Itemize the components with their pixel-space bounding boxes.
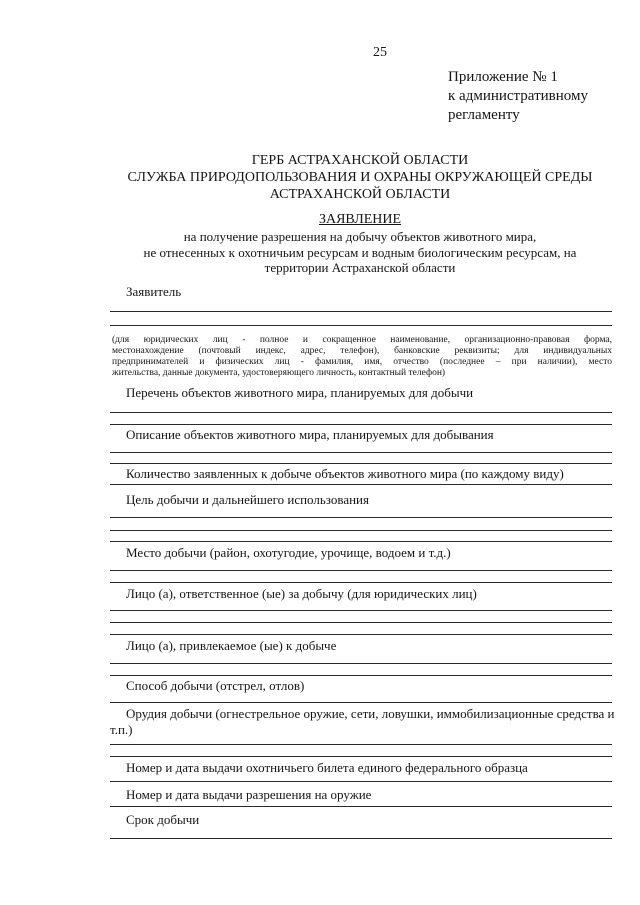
involved-person-line-1[interactable] [110, 663, 612, 664]
involved-person-label: Лицо (а), привлекаемое (ые) к добыче [126, 638, 337, 653]
purpose-line-3[interactable] [110, 541, 612, 542]
heading-line-2: СЛУЖБА ПРИРОДОПОЛЬЗОВАНИЯ И ОХРАНЫ ОКРУЖАЮЩЕЙ СРЕДЫ [127, 170, 593, 185]
applicant-note-line-2: местонахождение (почтовый индекс, адрес, телефон), банковские реквизиты; для индивидуальных [112, 346, 612, 356]
heading-line-3: АСТРАХАНСКОЙ ОБЛАСТИ [269, 187, 451, 202]
subtitle-line-3: территории Астраханской области [264, 260, 456, 275]
applicant-note-line-3: предпринимателей и физических лиц - фамилия, имя, отчество (последнее – при наличии), место [112, 357, 612, 367]
objects-description-line-2[interactable] [110, 463, 612, 464]
applicant-note-line-1: (для юридических лиц - полное и сокращенное наименование, организационно-правовая форма, [112, 335, 612, 345]
tools-line-1[interactable] [110, 744, 612, 745]
hunting-ticket-line-1[interactable] [110, 781, 612, 782]
purpose-label: Цель добычи и дальнейшего использования [126, 492, 369, 507]
document-heading [100, 152, 620, 203]
quantity-line-1[interactable] [110, 484, 612, 485]
subtitle-line-1: на получение разрешения на добычу объектов животного мира, [183, 229, 537, 244]
application-title: ЗАЯВЛЕНИЕ [318, 212, 402, 227]
objects-description-line-1[interactable] [110, 452, 612, 453]
applicant-line-1[interactable] [110, 311, 612, 312]
hunting-ticket-label: Номер и дата выдачи охотничьего билета единого федерального образца [126, 760, 528, 775]
involved-person-line-2[interactable] [110, 675, 612, 676]
applicant-note [112, 335, 612, 379]
objects-list-label: Перечень объектов животного мира, планируемых для добычи [126, 385, 474, 400]
appendix-line-1: Приложение № 1 [448, 69, 558, 85]
location-line-2[interactable] [110, 582, 612, 583]
location-line-1[interactable] [110, 570, 612, 571]
tools-line-2[interactable] [110, 756, 612, 757]
heading-line-1: ГЕРБ АСТРАХАНСКОЙ ОБЛАСТИ [251, 153, 469, 168]
location-label: Место добычи (район, охотугодие, урочище, водоем и т.д.) [126, 545, 451, 560]
term-line-1[interactable] [110, 838, 612, 839]
application-subtitle [100, 229, 620, 276]
responsible-person-line-3[interactable] [110, 634, 612, 635]
subtitle-line-2: не отнесенных к охотничьим ресурсам и водным биологическим ресурсам, на [143, 244, 577, 260]
weapon-permit-label: Номер и дата выдачи разрешения на оружие [126, 787, 372, 802]
page-number: 25 [373, 45, 387, 60]
objects-list-line-1[interactable] [110, 412, 612, 413]
term-label: Срок добычи [126, 812, 200, 827]
method-label: Способ добычи (отстрел, отлов) [126, 678, 305, 693]
appendix-line-2: к административному [448, 88, 588, 104]
weapon-permit-line-1[interactable] [110, 806, 612, 807]
appendix-line-3: регламенту [448, 107, 520, 123]
applicant-label: Заявитель [126, 284, 182, 299]
applicant-line-2[interactable] [110, 325, 612, 326]
objects-list-line-2[interactable] [110, 424, 612, 425]
purpose-line-2[interactable] [110, 530, 612, 531]
responsible-person-label: Лицо (а), ответственное (ые) за добычу (для юридических лиц) [126, 586, 477, 601]
objects-description-label: Описание объектов животного мира, планируемых для добывания [126, 427, 494, 442]
tools-label: Орудия добычи (огнестрельное оружие, сети, ловушки, иммобилизационные средства и т.п.) [110, 706, 615, 737]
method-line-1[interactable] [110, 702, 612, 703]
responsible-person-line-1[interactable] [110, 610, 612, 611]
appendix-caption [448, 68, 588, 125]
quantity-label: Количество заявленных к добыче объектов животного мира (по каждому виду) [126, 466, 564, 481]
purpose-line-1[interactable] [110, 517, 612, 518]
applicant-note-line-4: жительства, данные документа, удостоверяющего личность, контактный телефон) [112, 368, 446, 378]
responsible-person-line-2[interactable] [110, 622, 612, 623]
